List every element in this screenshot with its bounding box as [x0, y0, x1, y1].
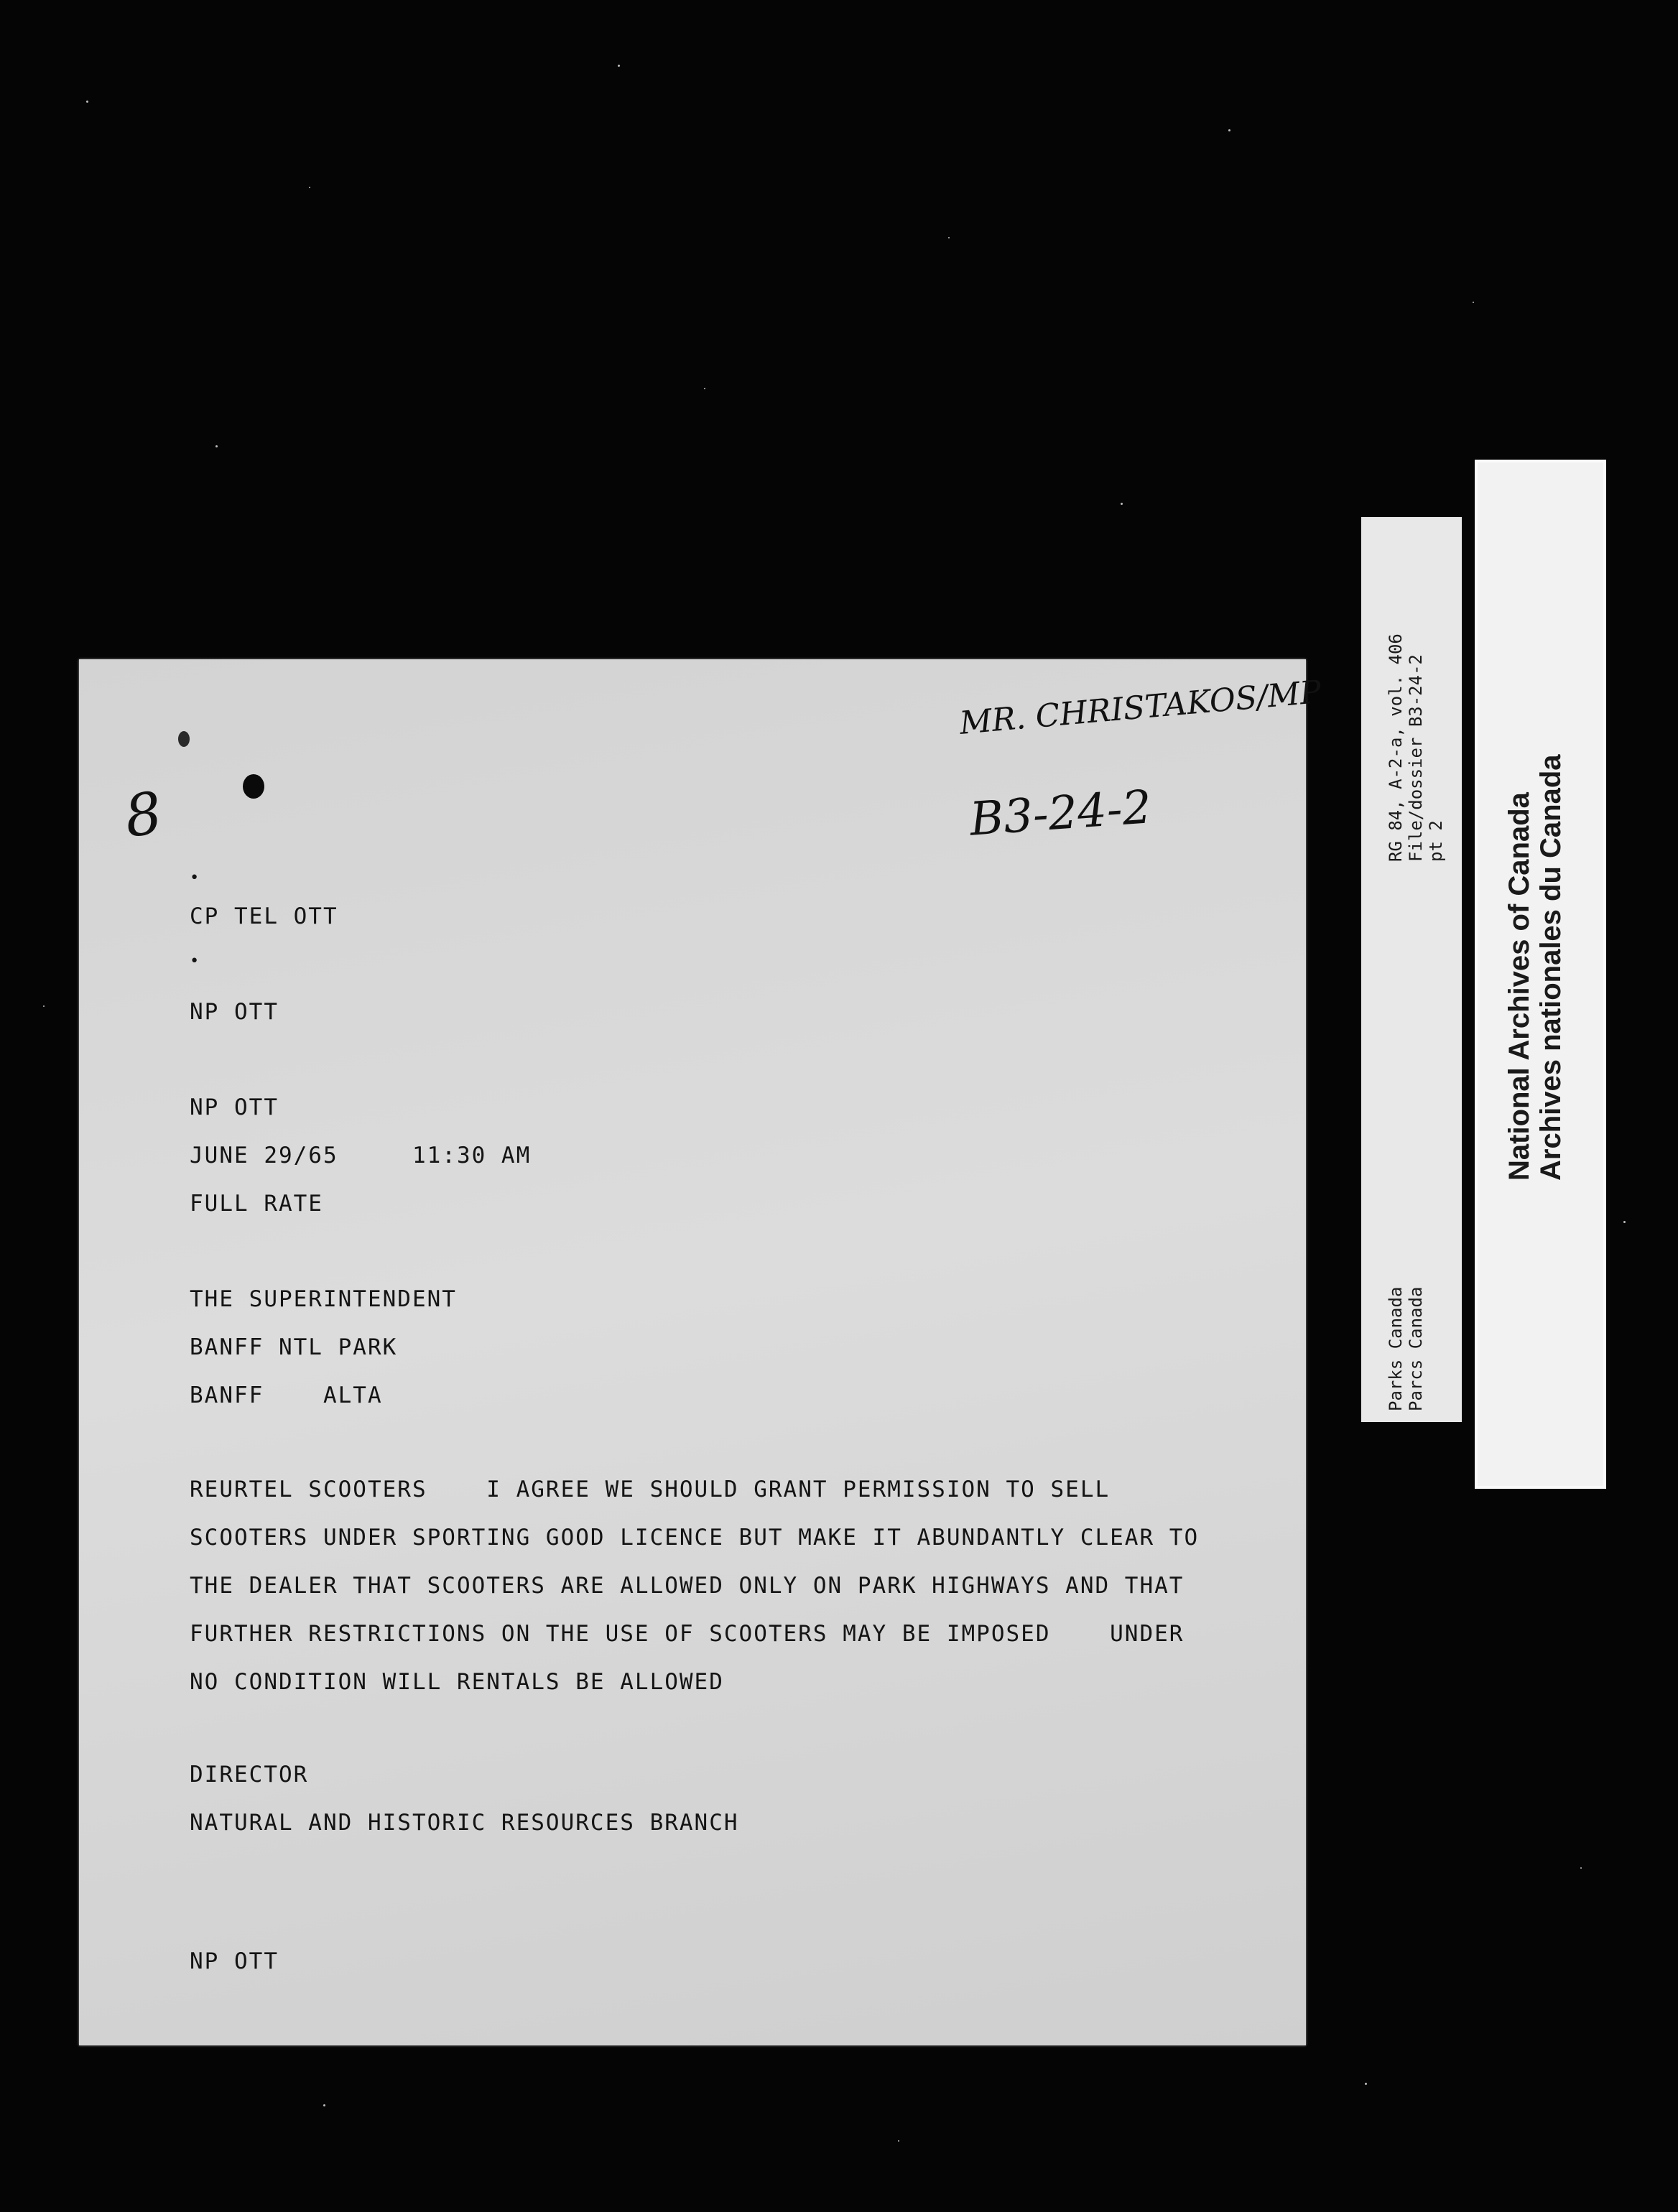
telegram-address-line: BANFF NTL PARK [190, 1334, 398, 1360]
separator-mark-1: • [190, 869, 200, 887]
separator-mark-2: • [190, 952, 200, 970]
telegram-footer: NP OTT [190, 1948, 279, 1974]
ink-smudge [178, 731, 190, 747]
reference-line-2: File/dossier B3-24-2 [1406, 654, 1426, 862]
archive-reference-card [1361, 517, 1462, 1422]
parks-canada-fr: Parcs Canada [1406, 1286, 1426, 1411]
archives-name-fr: Archives nationales du Canada [1535, 754, 1567, 1181]
telegram-address-city: BANFF ALTA [190, 1382, 383, 1408]
telegram-body-line-5: NO CONDITION WILL RENTALS BE ALLOWED [190, 1669, 724, 1695]
ink-blot [243, 774, 264, 799]
telegram-body-line-2: SCOOTERS UNDER SPORTING GOOD LICENCE BUT MAKE IT ABUNDANTLY CLEAR TO [190, 1525, 1200, 1551]
telegram-line-origin: NP OTT [190, 999, 279, 1025]
reference-line-1: RG 84, A-2-a, vol. 406 [1386, 633, 1406, 862]
telegram-line-date: JUNE 29/65 11:30 AM [190, 1143, 532, 1168]
telegram-line-sender: NP OTT [190, 1095, 279, 1120]
archive-institution-card [1475, 460, 1606, 1489]
telegram-line-rate: FULL RATE [190, 1191, 323, 1217]
handwritten-file-number: B3-24-2 [968, 781, 1154, 847]
telegram-line-route: CP TEL OTT [190, 903, 338, 929]
parks-canada-en: Parks Canada [1386, 1286, 1406, 1411]
telegram-body-line-3: THE DEALER THAT SCOOTERS ARE ALLOWED ONLY ON PARK HIGHWAYS AND THAT [190, 1573, 1185, 1599]
reference-line-3: pt 2 [1426, 820, 1446, 862]
telegram-body-line-1: REURTEL SCOOTERS I AGREE WE SHOULD GRANT PERMISSION TO SELL [190, 1477, 1111, 1502]
telegram-signature-title: DIRECTOR [190, 1762, 309, 1788]
telegram-addressee: THE SUPERINTENDENT [190, 1286, 457, 1312]
handwritten-left-mark: 8 [120, 779, 167, 851]
handwritten-note: MR. CHRISTAKOS/MP [958, 674, 1323, 742]
telegram-body-line-4: FURTHER RESTRICTIONS ON THE USE OF SCOOTERS MAY BE IMPOSED UNDER [190, 1621, 1185, 1647]
telegram-signature-branch: NATURAL AND HISTORIC RESOURCES BRANCH [190, 1810, 739, 1836]
archives-name-en: National Archives of Canada [1503, 792, 1535, 1181]
telegram-page [79, 659, 1323, 2045]
